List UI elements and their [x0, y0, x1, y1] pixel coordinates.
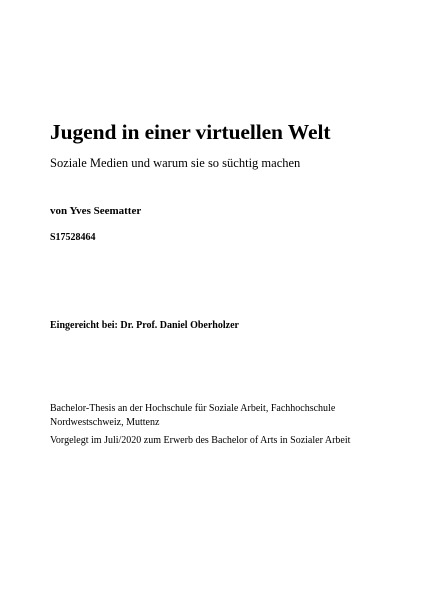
document-subtitle: Soziale Medien und warum sie so süchtig machen [50, 156, 301, 170]
author-line: von Yves Seematter [50, 205, 142, 217]
presented-line: Vorgelegt im Juli/2020 zum Erwerb des Bachelor of Arts in Sozialer Arbeit [50, 435, 351, 446]
thesis-institution-line: Bachelor-Thesis an der Hochschule für Soziale Arbeit, Fachhochschule Nordwestschweiz, Muttenz [50, 403, 336, 428]
document-title: Jugend in einer virtuellen Welt [50, 120, 331, 144]
student-id: S17528464 [50, 232, 96, 243]
submitted-to-line: Eingereicht bei: Dr. Prof. Daniel Oberholzer [50, 320, 239, 331]
